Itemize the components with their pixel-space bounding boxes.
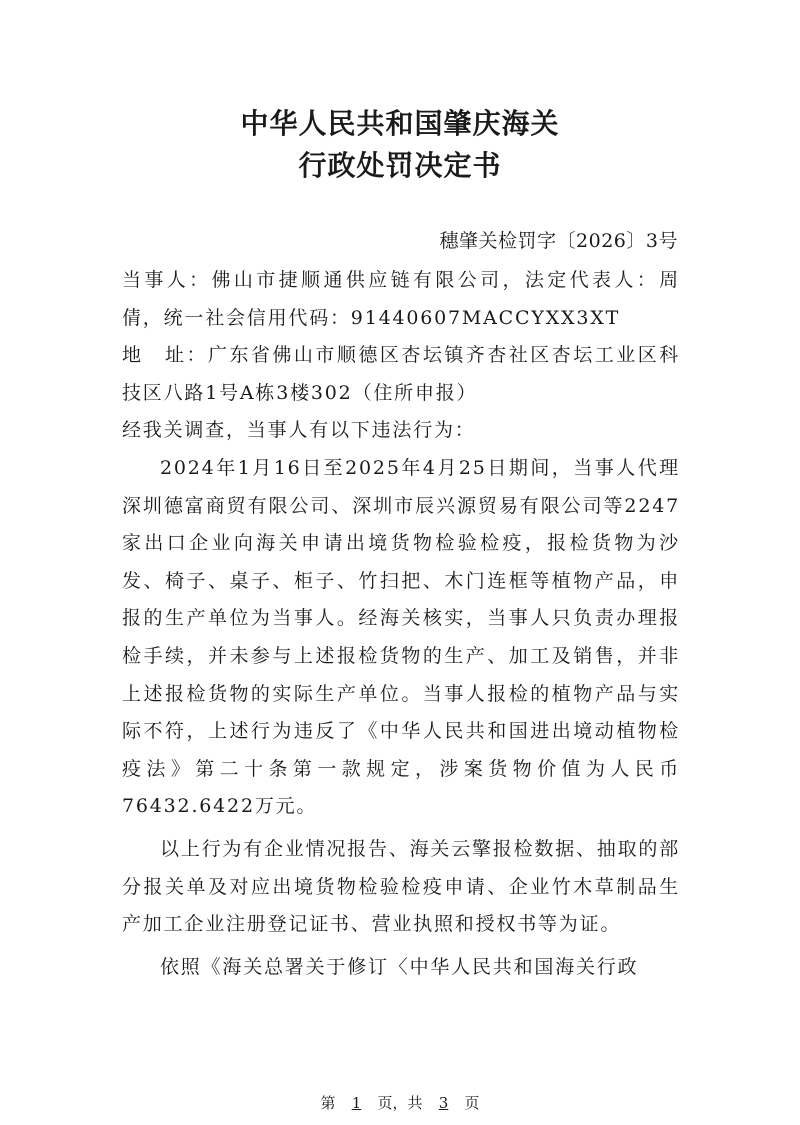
evidence-paragraph: 以上行为有企业情况报告、海关云擎报检数据、抽取的部分报关单及对应出境货物检验检疫申请、企业竹木草制品生产加工企业注册登记证书、营业执照和授权书等为证。 bbox=[122, 837, 681, 936]
footer-prefix: 第 bbox=[320, 1094, 336, 1112]
legal-basis-paragraph: 依照《海关总署关于修订〈中华人民共和国海关行政 bbox=[160, 955, 639, 978]
footer-suffix: 页 bbox=[464, 1094, 480, 1112]
total-page-number: 3 bbox=[438, 1094, 449, 1112]
page-footer bbox=[0, 1092, 800, 1114]
party-paragraph: 当事人：佛山市捷顺通供应链有限公司，法定代表人：周倩，统一社会信用代码：91440607MACCYXX3XT bbox=[122, 269, 680, 329]
current-page-number: 1 bbox=[351, 1094, 362, 1112]
document-title-line2: 行政处罚决定书 bbox=[298, 149, 502, 182]
document-title-line1: 中华人民共和国肇庆海关 bbox=[240, 107, 560, 140]
document-body bbox=[122, 262, 680, 986]
address-paragraph: 地 址：广东省佛山市顺德区杏坛镇齐杏社区杏坛工业区科技区八路1号A栋3楼302（住所申报） bbox=[122, 344, 680, 404]
footer-middle: 页，共 bbox=[377, 1094, 423, 1112]
investigation-intro: 经我关调查，当事人有以下违法行为： bbox=[122, 419, 476, 442]
document-number: 穗肇关检罚字〔2026〕3号 bbox=[439, 230, 678, 252]
violation-facts-paragraph: 2024年1月16日至2025年4月25日期间，当事人代理深圳德富商贸有限公司、深圳市辰兴源贸易有限公司等2247家出口企业向海关申请出境货物检验检疫，报检货物为沙发、椅子、桌子、柜子、竹扫把、木门连框等植物产品，申报的生产单位为当事人。经海关核实，当事人只负责办理报检手续，并未参与上述报检货物的生产、加工及销售，并非上述报检货物的实际生产单位。当事人报检的植物产品与实际不符，上述行为违反了《中华人民共和国进出境动植物检疫法》第二十条第一款规定，涉案货物价值为人民币76432.6422万元。 bbox=[122, 456, 680, 818]
